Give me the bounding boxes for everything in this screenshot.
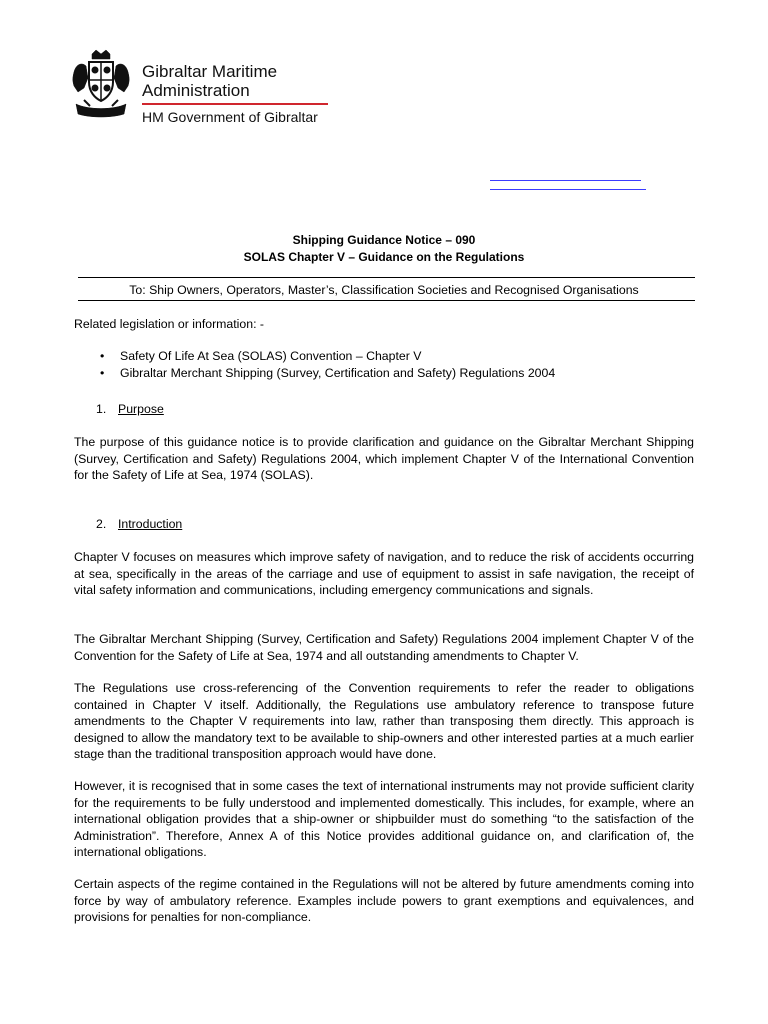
paragraph: The purpose of this guidance notice is to provide clarification and guidance on the Gibraltar Merchant Shipping (Survey, Certification and Safety) Regulations 2004, which implement Chapter V of the International Convention for the Safety of Life at Sea, 1974 (SOLAS).	[74, 435, 694, 482]
header-divider	[142, 103, 328, 105]
organization-name	[142, 62, 277, 100]
list-item-text: Safety Of Life At Sea (SOLAS) Convention – Chapter V	[120, 349, 422, 363]
notice-title	[74, 232, 694, 266]
paragraph: The Gibraltar Merchant Shipping (Survey, Certification and Safety) Regulations 2004 implement Chapter V of the Convention for the Safety of Life at Sea, 1974 and all outstanding amendments to Chapter V.	[74, 632, 694, 663]
recipients-top-rule	[78, 277, 695, 278]
hyperlink-underline[interactable]	[490, 189, 646, 190]
paragraph: Certain aspects of the regime contained in the Regulations will not be altered by future amendments coming into force by way of ambulatory reference. Examples include powers to grant exemptions and equivalences, and provisions for penalties for non-compliance.	[74, 877, 694, 924]
paragraph: However, it is recognised that in some cases the text of international instruments may not provide sufficient clarity for the requirements to be fully understood and implemented domestically. This includes, for example, where an international obligation provides that a ship-owner or shipbuilder must do something “to the satisfaction of the Administration”. Therefore, Annex A of this Notice provides additional guidance on, and clarification of, the international obligations.	[74, 779, 694, 859]
section-number: 1.	[96, 402, 107, 416]
section-heading-introduction	[96, 516, 182, 532]
list-item-text: Gibraltar Merchant Shipping (Survey, Certification and Safety) Regulations 2004	[120, 366, 556, 380]
paragraph: Chapter V focuses on measures which improve safety of navigation, and to reduce the risk of accidents occurring at sea, specifically in the areas of the carriage and use of equipment to assist in safe navigation, the receipt of vital safety information and communications, including emergency communications and signals.	[74, 550, 694, 597]
government-name: HM Government of Gibraltar	[142, 109, 318, 125]
section-title: Purpose	[118, 402, 164, 416]
notice-title-line1: Shipping Guidance Notice – 090	[292, 233, 476, 247]
recipients-line: To: Ship Owners, Operators, Master’s, Classification Societies and Recognised Organisations	[129, 283, 639, 297]
related-legislation-list	[100, 348, 555, 382]
list-item	[100, 365, 555, 382]
bullet-icon: •	[100, 366, 105, 380]
hyperlink-underline[interactable]	[490, 180, 641, 181]
org-name-line2: Administration	[142, 81, 250, 100]
notice-title-line2: SOLAS Chapter V – Guidance on the Regulations	[243, 250, 525, 264]
org-name-line1: Gibraltar Maritime	[142, 62, 278, 81]
section-number: 2.	[96, 517, 107, 531]
section-title: Introduction	[118, 517, 183, 531]
related-legislation-label: Related legislation or information: -	[74, 317, 265, 331]
recipients-bottom-rule	[78, 300, 695, 301]
section-heading-purpose	[96, 401, 164, 417]
list-item	[100, 348, 555, 365]
bullet-icon: •	[100, 349, 105, 363]
paragraph: The Regulations use cross-referencing of the Convention requirements to refer the reader to obligations contained in Chapter V itself. Additionally, the Regulations use ambulatory reference to transpose future amendments to the Chapter V requirements into law, rather than transposing them directly. This approach is designed to allow the mandatory text to be available to ship-owners and other interested parties at a much earlier stage than the traditional transposition approach would have done.	[74, 681, 694, 761]
coat-of-arms-icon	[70, 48, 132, 122]
